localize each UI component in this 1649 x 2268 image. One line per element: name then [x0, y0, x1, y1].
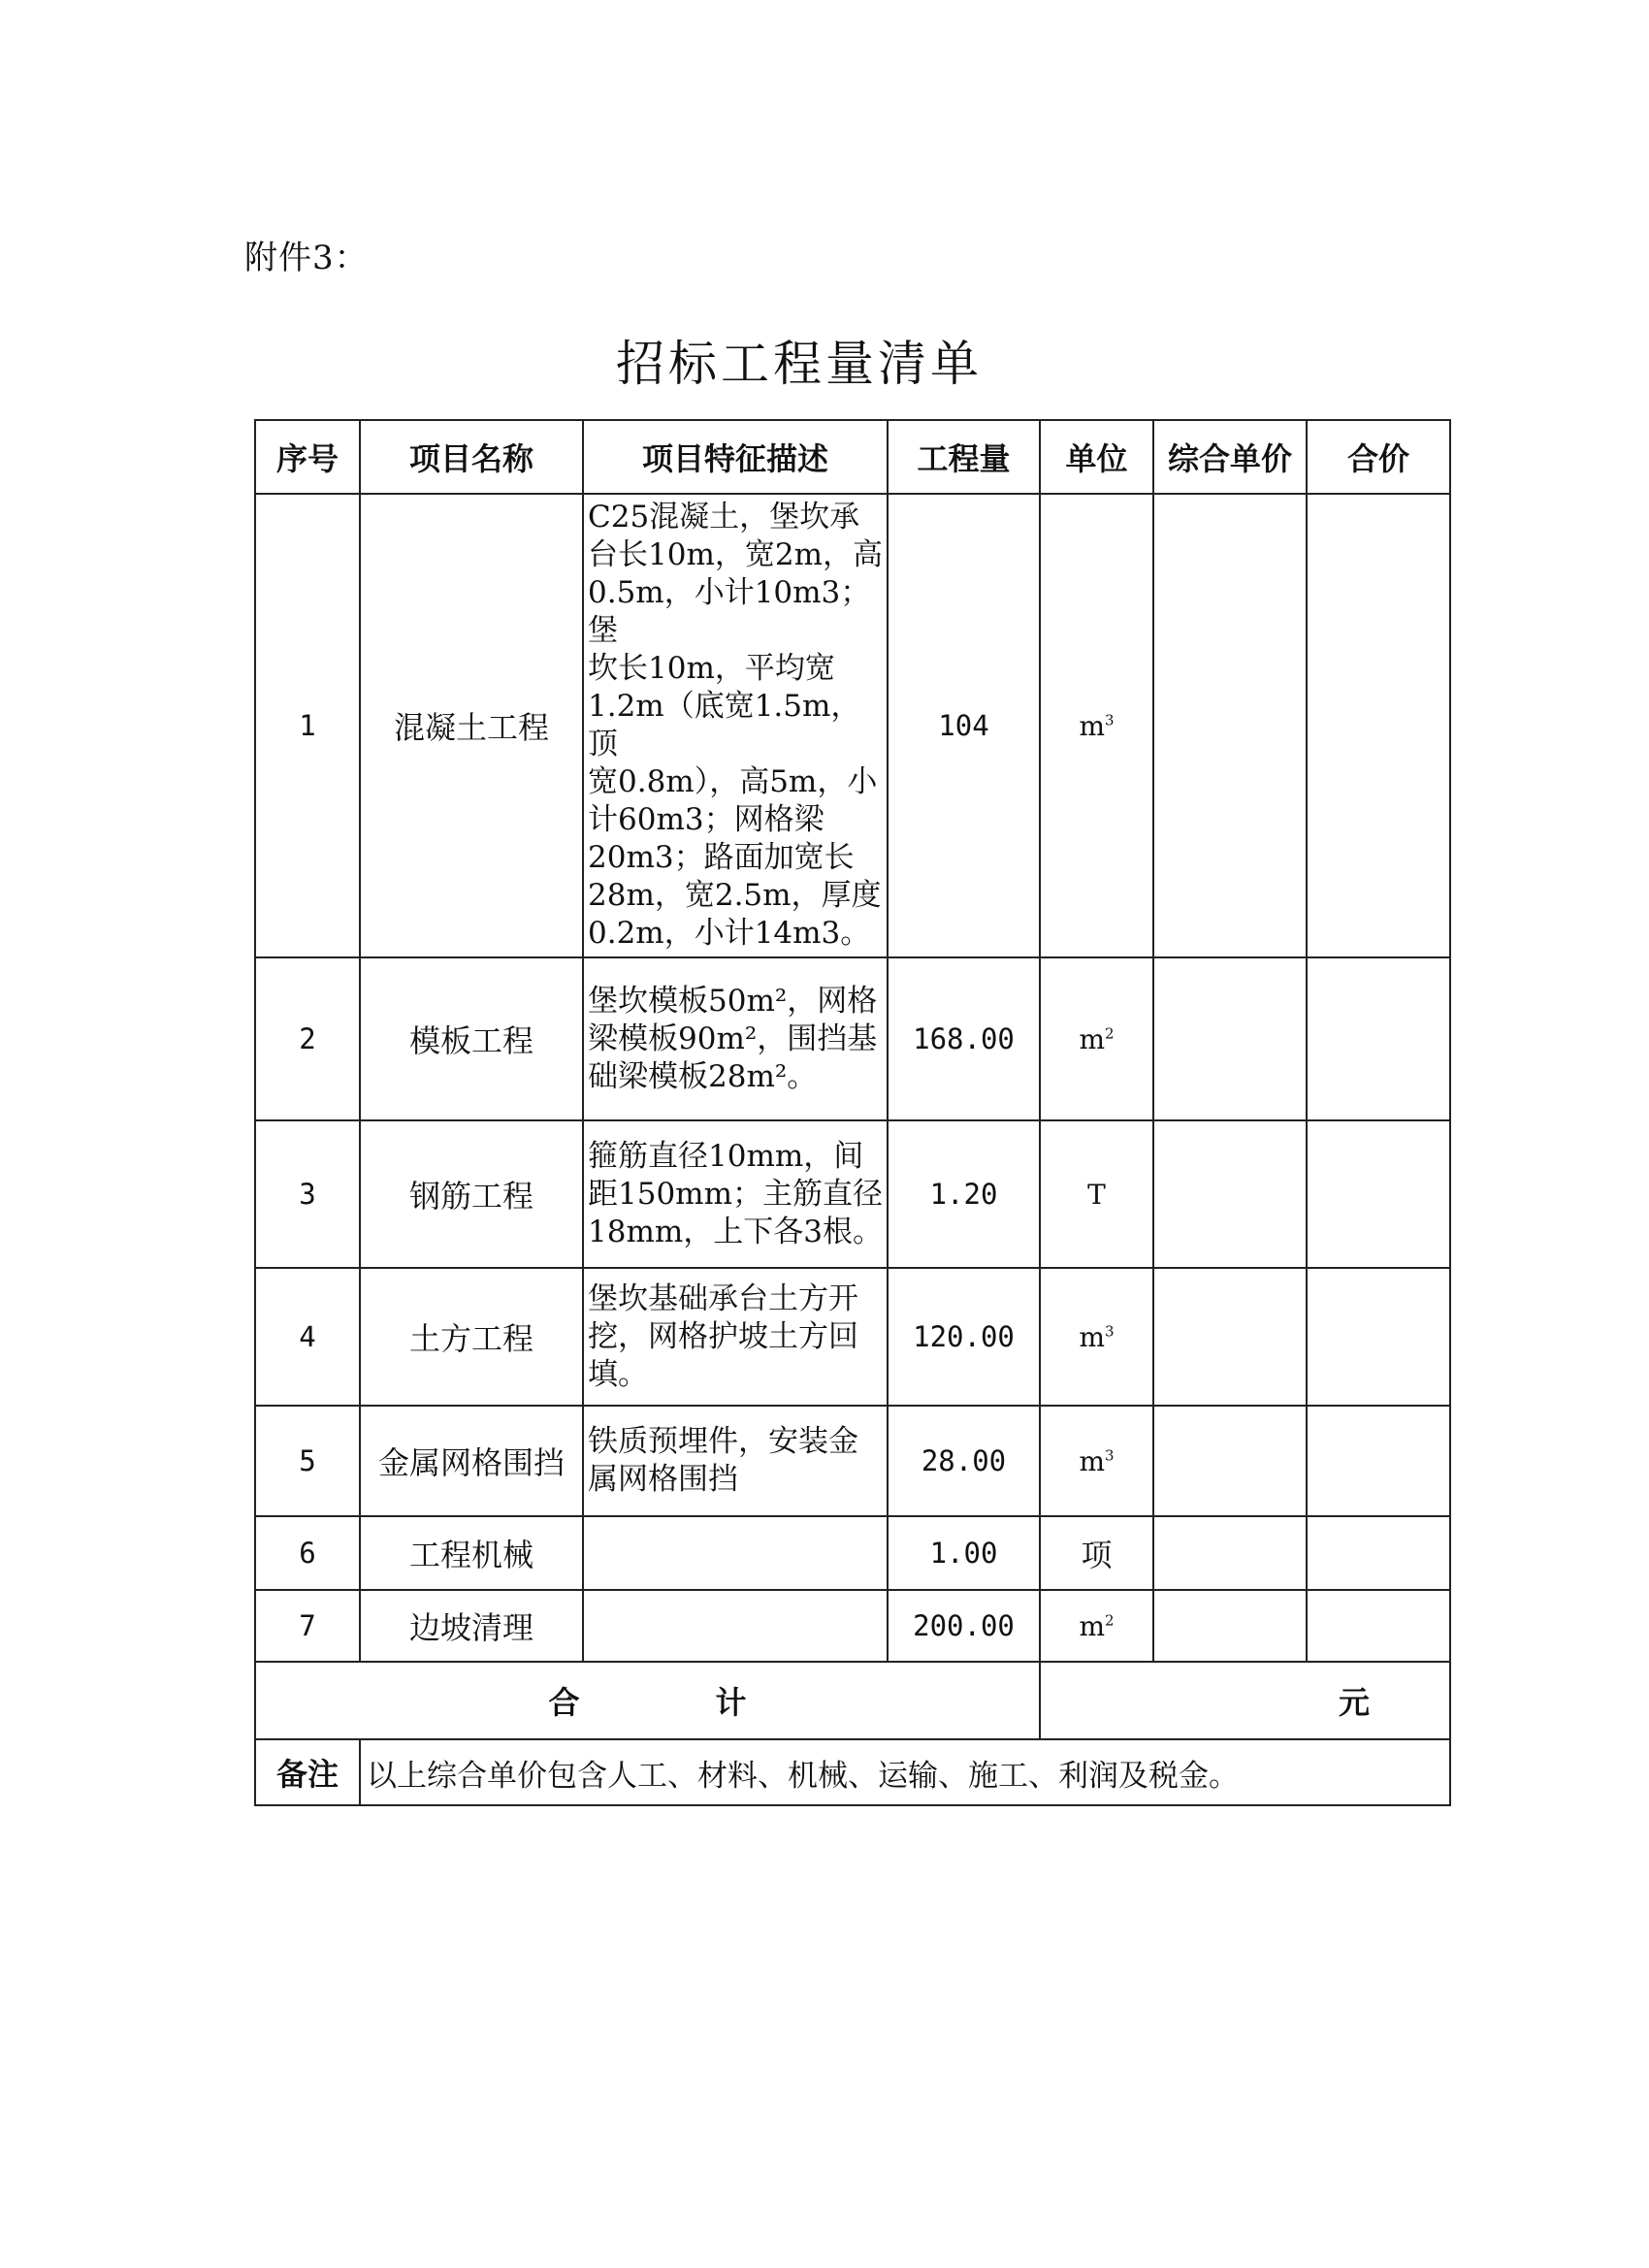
- total-label-left: 合: [548, 1684, 580, 1721]
- row-unit-price: [1153, 494, 1307, 957]
- row-amount: [1307, 957, 1450, 1120]
- col-header-desc: 项目特征描述: [583, 420, 888, 494]
- document-title: 招标工程量清单: [616, 336, 983, 392]
- unit-exponent: 3: [1105, 1446, 1115, 1465]
- desc-line: 坎长10m，平均宽: [588, 651, 835, 686]
- unit-exponent: 2: [1105, 1024, 1115, 1043]
- total-label: [255, 1662, 1040, 1739]
- row-unit: [1040, 1516, 1153, 1590]
- total-unit: 元: [1040, 1662, 1450, 1739]
- desc-line: 挖，网格护坡土方回: [588, 1318, 858, 1354]
- unit-base: T: [1087, 1178, 1106, 1211]
- row-qty: 1.20: [888, 1120, 1040, 1268]
- row-qty: 120.00: [888, 1268, 1040, 1406]
- desc-line: 填。: [588, 1356, 648, 1392]
- bill-of-quantities-table: [254, 419, 1451, 1806]
- desc-line: 0.5m，小计10m3；堡: [588, 575, 871, 648]
- row-name: 模板工程: [360, 957, 583, 1120]
- table-row: [255, 1516, 1450, 1590]
- row-unit: [1040, 1268, 1153, 1406]
- desc-line: 铁质预埋件，安装金: [588, 1424, 858, 1459]
- col-header-amount: 合价: [1307, 420, 1450, 494]
- row-unit: [1040, 494, 1153, 957]
- row-unit-price: [1153, 1590, 1307, 1662]
- remark-label: 备注: [255, 1739, 360, 1805]
- row-qty: 1.00: [888, 1516, 1040, 1590]
- row-unit-price: [1153, 1516, 1307, 1590]
- row-name: 边坡清理: [360, 1590, 583, 1662]
- table-row: [255, 1406, 1450, 1516]
- unit-exponent: 3: [1105, 711, 1115, 729]
- table-row: [255, 1268, 1450, 1406]
- desc-line: 20m3；路面加宽长: [588, 840, 855, 875]
- header-row: [255, 420, 1450, 494]
- col-header-name: 项目名称: [360, 420, 583, 494]
- row-name: 钢筋工程: [360, 1120, 583, 1268]
- row-no: 3: [255, 1120, 360, 1268]
- row-unit-price: [1153, 1406, 1307, 1516]
- row-no: 6: [255, 1516, 360, 1590]
- col-header-unit: 单位: [1040, 420, 1153, 494]
- total-label-right: 计: [715, 1684, 747, 1721]
- unit-base: 项: [1081, 1537, 1113, 1573]
- row-qty: 200.00: [888, 1590, 1040, 1662]
- desc-line: 宽0.8m），高5m，小: [588, 764, 878, 799]
- unit-base: m: [1079, 1320, 1105, 1353]
- desc-line: 0.2m，小计14m3。: [588, 916, 871, 951]
- row-qty: 104: [888, 494, 1040, 957]
- unit-base: m: [1079, 1609, 1105, 1642]
- desc-line: 梁模板90m²，围挡基: [588, 1021, 878, 1056]
- desc-line: 18mm，上下各3根。: [588, 1214, 883, 1249]
- row-desc: [583, 1120, 888, 1268]
- row-qty: 28.00: [888, 1406, 1040, 1516]
- row-desc: [583, 1268, 888, 1406]
- row-name: 土方工程: [360, 1268, 583, 1406]
- row-amount: [1307, 1268, 1450, 1406]
- desc-line: 堡坎基础承台土方开: [588, 1280, 858, 1316]
- row-amount: [1307, 1516, 1450, 1590]
- row-amount: [1307, 1406, 1450, 1516]
- unit-exponent: 2: [1105, 1611, 1115, 1630]
- remark-row: [255, 1739, 1450, 1805]
- unit-base: m: [1079, 709, 1105, 742]
- remark-text: 以上综合单价包含人工、材料、机械、运输、施工、利润及税金。: [360, 1739, 1450, 1805]
- row-unit: [1040, 1120, 1153, 1268]
- row-amount: [1307, 494, 1450, 957]
- row-no: 2: [255, 957, 360, 1120]
- row-desc: [583, 957, 888, 1120]
- row-name: 金属网格围挡: [360, 1406, 583, 1516]
- row-unit-price: [1153, 957, 1307, 1120]
- row-no: 7: [255, 1590, 360, 1662]
- attachment-label: 附件3：: [244, 239, 369, 277]
- desc-line: 础梁模板28m²。: [588, 1058, 818, 1094]
- row-qty: 168.00: [888, 957, 1040, 1120]
- desc-line: 堡坎模板50m²，网格: [588, 983, 878, 1019]
- unit-base: m: [1079, 1022, 1105, 1055]
- unit-exponent: 3: [1105, 1322, 1115, 1341]
- row-unit: [1040, 957, 1153, 1120]
- row-name: 混凝土工程: [360, 494, 583, 957]
- row-no: 5: [255, 1406, 360, 1516]
- table-row: [255, 957, 1450, 1120]
- row-unit: [1040, 1590, 1153, 1662]
- col-header-unit-price: 综合单价: [1153, 420, 1307, 494]
- table-row: [255, 1120, 1450, 1268]
- desc-line: 台长10m，宽2m，高: [588, 537, 883, 572]
- row-amount: [1307, 1590, 1450, 1662]
- desc-line: 计60m3；网格梁: [588, 802, 824, 837]
- table-row: [255, 1590, 1450, 1662]
- row-desc: [583, 1406, 888, 1516]
- desc-line: C25混凝土，堡坎承: [588, 500, 860, 535]
- unit-base: m: [1079, 1444, 1105, 1477]
- row-name: 工程机械: [360, 1516, 583, 1590]
- total-row: [255, 1662, 1450, 1739]
- row-desc: [583, 1590, 888, 1662]
- row-unit-price: [1153, 1120, 1307, 1268]
- row-no: 4: [255, 1268, 360, 1406]
- table-row: [255, 494, 1450, 957]
- col-header-no: 序号: [255, 420, 360, 494]
- row-unit-price: [1153, 1268, 1307, 1406]
- desc-line: 属网格围挡: [588, 1462, 738, 1497]
- col-header-qty: 工程量: [888, 420, 1040, 494]
- desc-line: 箍筋直径10mm，间: [588, 1138, 864, 1174]
- row-desc: [583, 1516, 888, 1590]
- desc-line: 28m，宽2.5m，厚度: [588, 878, 882, 913]
- desc-line: 1.2m（底宽1.5m，顶: [588, 689, 861, 761]
- row-amount: [1307, 1120, 1450, 1268]
- row-unit: [1040, 1406, 1153, 1516]
- row-desc: [583, 494, 888, 957]
- desc-line: 距150mm；主筋直径: [588, 1176, 883, 1212]
- row-no: 1: [255, 494, 360, 957]
